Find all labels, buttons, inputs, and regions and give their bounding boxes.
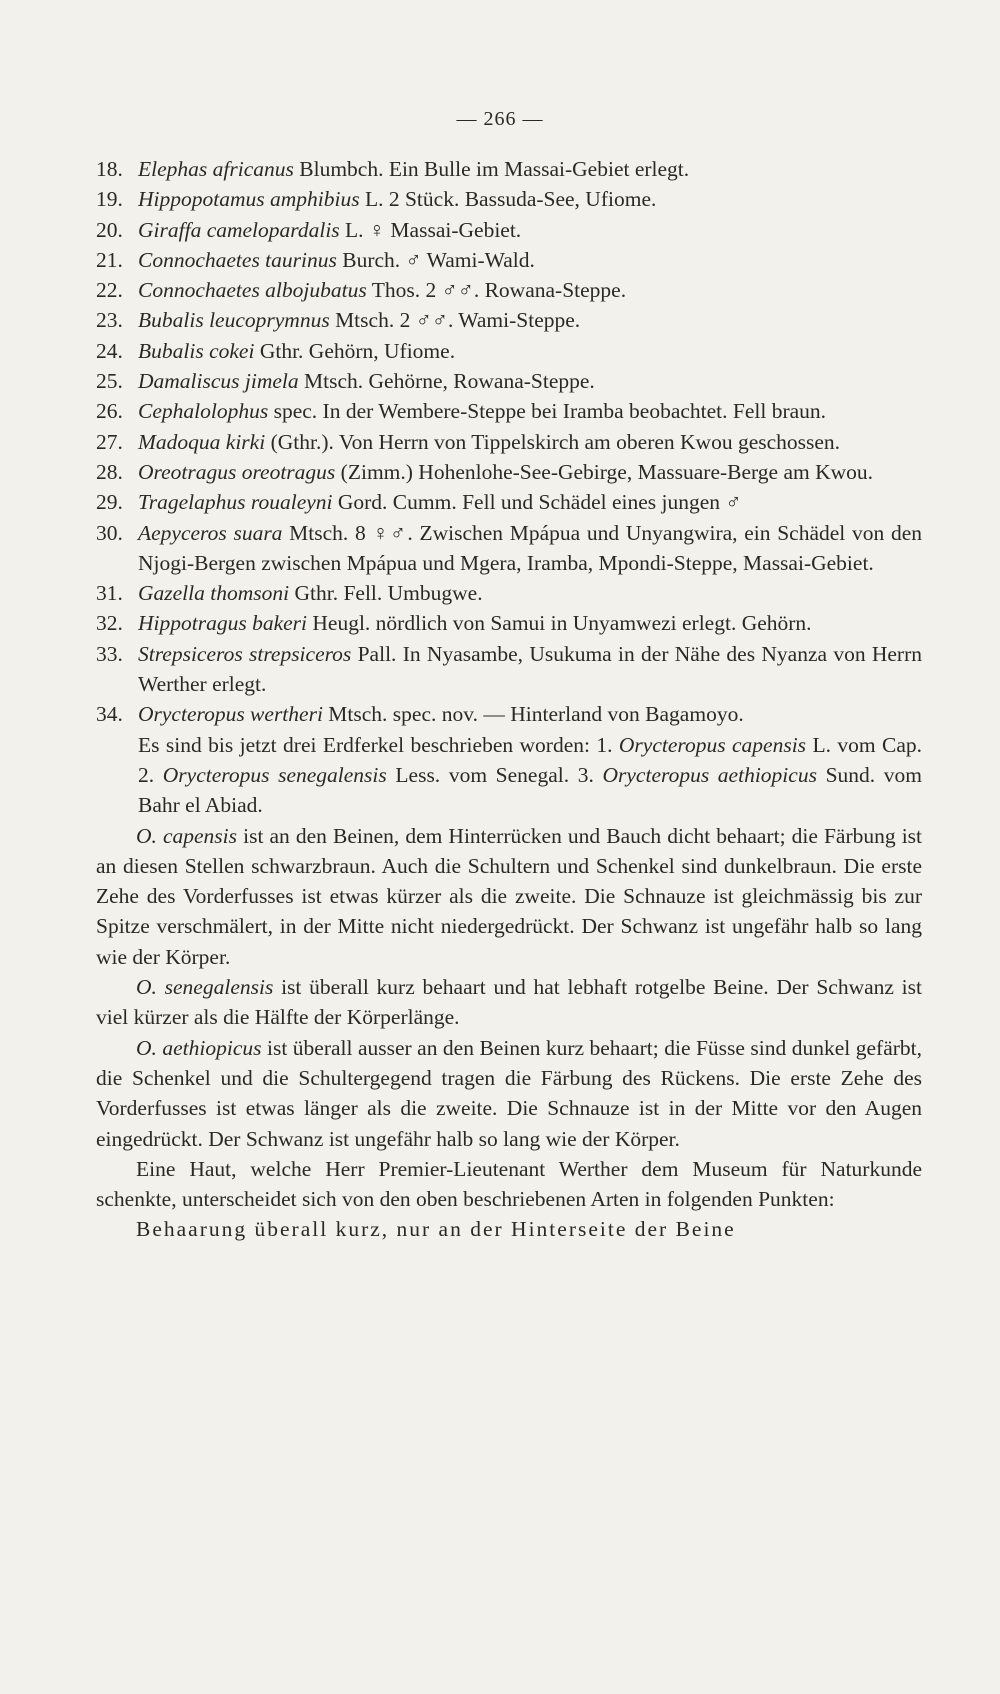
paragraph-text: Behaarung überall kurz, nur an der Hinterseite der Beine — [136, 1217, 736, 1242]
entry-number: 32. — [96, 611, 123, 636]
paragraph-text: Eine Haut, welche Herr Premier-Lieutenant Werther dem Museum für Naturkunde schenkte, unterscheidet sich von den oben beschriebenen Arten in folgenden Punkten: — [96, 1156, 922, 1212]
page-text — [96, 154, 922, 1245]
species-entry — [96, 215, 922, 245]
species-list — [96, 154, 922, 730]
species-entry — [96, 305, 922, 335]
entry-text: Gord. Cumm. Fell und Schädel eines jungen ♂ — [332, 490, 742, 515]
species-entry — [96, 487, 922, 517]
species-entry — [96, 427, 922, 457]
species-name: Orycteropus aethiopicus — [602, 762, 817, 787]
species-name: Strepsiceros strepsiceros — [138, 641, 352, 666]
species-name: Bubalis cokei — [138, 338, 255, 363]
species-name: Orycteropus capensis — [618, 732, 807, 757]
intro-text-b: L. vom Cap. 2. — [138, 732, 922, 787]
paragraph-text: ist überall ausser an den Beinen kurz behaart; die Füsse sind dunkel gefärbt, die Schenkel und die Schultergegend tragen die Färbung des Rückens. Die erste Zehe des Vorderfusses ist etwas länger als die zweite. Die Schnauze ist in der Mitte vor den Augen eingedrückt. Der Schwanz ist ungefähr halb so lang wie der Körper. — [96, 1035, 922, 1151]
entry-text: Pall. In Nyasambe, Usukuma in der Nähe des Nyanza von Herrn Werther erlegt. — [138, 641, 922, 697]
species-entry — [96, 608, 922, 638]
entry-number: 23. — [96, 308, 123, 333]
entry-text: Thos. 2 ♂♂. Rowana-Steppe. — [366, 278, 627, 303]
paragraph-text: ist an den Beinen, dem Hinterrücken und Bauch dicht behaart; die Färbung ist an diesen Stellen schwarzbraun. Auch die Schultern und Schenkel sind dunkelbraun. Die erste Zehe des Vorderfusses ist etwas kürzer als die zweite. Die Schnauze ist gleichmässig bis zur Spitze verschmälert, in der Mitte nicht niedergedrückt. Der Schwanz ist ungefähr halb so lang wie der Körper. — [96, 823, 923, 969]
entry-number: 19. — [96, 187, 123, 212]
entry-text: Mtsch. 2 ♂♂. Wami-Steppe. — [329, 308, 581, 333]
entry-text: (Zimm.) Hohenlohe-See-Gebirge, Massuare-Berge am Kwou. — [335, 459, 874, 484]
species-entry — [96, 366, 922, 396]
paragraph-senegalensis — [96, 972, 922, 1033]
entry-number: 21. — [96, 247, 123, 272]
species-name: Gazella thomsoni — [138, 581, 290, 606]
paragraph-haut — [96, 1154, 922, 1215]
species-name: Giraffa camelopardalis — [138, 217, 340, 242]
species-name: Bubalis leucoprymnus — [138, 308, 330, 333]
entry-text: Gthr. Fell. Umbugwe. — [289, 581, 483, 606]
species-name: Aepyceros suara — [138, 520, 283, 545]
entry-number: 20. — [96, 217, 123, 242]
entry-text: Burch. ♂ Wami-Wald. — [336, 247, 535, 272]
entry-text: Mtsch. Gehörne, Rowana-Steppe. — [298, 369, 595, 394]
entry-text: Blumbch. Ein Bulle im Massai-Gebiet erlegt. — [293, 157, 690, 181]
paragraph-behaarung — [96, 1214, 922, 1244]
species-name: Oreotragus oreotragus — [138, 459, 336, 484]
species-entry — [96, 639, 922, 700]
species-name: Connochaetes taurinus — [138, 247, 337, 272]
entry-text: L. ♀ Massai-Gebiet. — [339, 217, 522, 242]
entry-number: 25. — [96, 369, 123, 394]
species-entry — [96, 396, 922, 426]
species-entry — [96, 245, 922, 275]
species-entry — [96, 699, 922, 729]
species-entry — [96, 184, 922, 214]
species-name: Elephas africanus — [138, 157, 294, 181]
species-name: Madoqua kirki — [138, 429, 266, 454]
species-entry — [96, 154, 922, 184]
entry-number: 31. — [96, 581, 123, 606]
entry-text: Mtsch. 8 ♀♂. Zwischen Mpápua und Unyangwira, ein Schädel von den Njogi-Bergen zwischen Mpápua und Mgera, Iramba, Mpondi-Steppe, Massai-Gebiet. — [138, 520, 922, 575]
species-name: Connochaetes albojubatus — [138, 278, 367, 303]
entry-text: spec. In der Wembere-Steppe bei Iramba beobachtet. Fell braun. — [268, 399, 827, 424]
species-name: Hippopotamus amphibius — [138, 187, 360, 212]
entry-number: 18. — [96, 157, 123, 181]
entry-number: 27. — [96, 429, 123, 454]
entry-number: 24. — [96, 338, 123, 363]
entry-number: 30. — [96, 520, 123, 545]
intro-text-c: Less. vom Senegal. 3. — [386, 762, 603, 787]
species-entry — [96, 518, 922, 579]
entry-number: 34. — [96, 702, 123, 727]
species-name: Orycteropus wertheri — [138, 702, 323, 727]
entry-number: 29. — [96, 490, 123, 515]
intro-text-a: Es sind bis jetzt drei Erdferkel beschrieben worden: 1. — [138, 732, 619, 757]
entry-text: Gthr. Gehörn, Ufiome. — [254, 338, 456, 363]
species-name: Tragelaphus roualeyni — [138, 490, 333, 515]
page-number: — 266 — — [456, 108, 544, 130]
entry-number: 26. — [96, 399, 123, 424]
intro-text-d: Sund. vom Bahr el Abiad. — [138, 762, 923, 818]
species-entry — [96, 457, 922, 487]
species-name: Damaliscus jimela — [138, 369, 299, 394]
species-entry — [96, 275, 922, 305]
species-entry — [96, 578, 922, 608]
entry-number: 22. — [96, 278, 123, 303]
species-entry — [96, 336, 922, 366]
paragraph-text: ist überall kurz behaart und hat lebhaft rotgelbe Beine. Der Schwanz ist viel kürzer als die Hälfte der Körperlänge. — [96, 975, 922, 1030]
species-name: Hippotragus bakeri — [138, 611, 308, 636]
paragraph-aethiopicus — [96, 1033, 922, 1154]
paragraph-intro — [96, 730, 922, 821]
species-name: O. aethiopicus — [136, 1035, 262, 1060]
entry-text: L. 2 Stück. Bassuda-See, Ufiome. — [359, 187, 657, 212]
entry-text: Mtsch. spec. nov. — Hinterland von Bagamoyo. — [322, 702, 744, 727]
species-name: Cephalolophus — [138, 399, 269, 424]
species-name: Orycteropus senegalensis — [162, 762, 387, 787]
species-name: O. capensis — [136, 823, 238, 848]
species-name: O. senegalensis — [136, 975, 274, 1000]
entry-number: 28. — [96, 459, 123, 484]
paragraph-capensis — [96, 821, 922, 972]
entry-text: (Gthr.). Von Herrn von Tippelskirch am oberen Kwou geschossen. — [265, 429, 841, 454]
entry-text: Heugl. nördlich von Samui in Unyamwezi erlegt. Gehörn. — [307, 611, 812, 636]
entry-number: 33. — [96, 641, 123, 666]
